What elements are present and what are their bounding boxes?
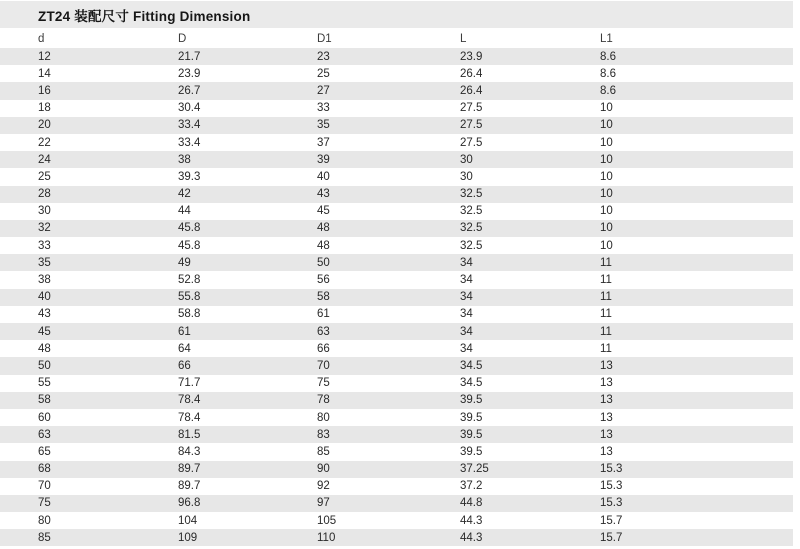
table-row: [0, 151, 793, 168]
table-cell: 10: [600, 119, 613, 132]
table-cell: 32.5: [460, 222, 483, 235]
table-cell: 34: [460, 342, 473, 355]
table-cell: 52.8: [178, 274, 201, 287]
table-row: [0, 82, 793, 99]
table-cell: 8.6: [600, 84, 616, 97]
table-cell: 35: [317, 119, 330, 132]
table-cell: 39.5: [460, 428, 483, 441]
table-cell: 34: [460, 274, 473, 287]
table-cell: 45: [38, 325, 51, 338]
table-row: [0, 203, 793, 220]
table-row: [0, 117, 793, 134]
table-cell: 61: [178, 325, 191, 338]
table-cell: 89.7: [178, 480, 201, 493]
table-cell: 90: [317, 463, 330, 476]
column-header-d: d: [0, 30, 178, 48]
table-cell: 80: [38, 514, 51, 527]
table-cell: 34: [460, 291, 473, 304]
table-cell: 96.8: [178, 497, 201, 510]
table-cell: 40: [38, 291, 51, 304]
table-cell: 109: [178, 531, 198, 544]
table-row: [0, 237, 793, 254]
table-cell: 13: [600, 411, 613, 424]
table-cell: 10: [600, 239, 613, 252]
column-header-D1: D1: [317, 30, 460, 48]
table-cell: 10: [600, 136, 613, 149]
table-cell: 50: [38, 359, 51, 372]
table-cell: 26.7: [178, 84, 201, 97]
table-cell: 89.7: [178, 463, 201, 476]
table-row: [0, 100, 793, 117]
table-cell: 68: [38, 463, 51, 476]
table-cell: 25: [38, 170, 51, 183]
table-cell: 84.3: [178, 445, 201, 458]
table-row: [0, 357, 793, 374]
table-row: [0, 443, 793, 460]
table-cell: 23.9: [178, 67, 201, 80]
table-cell: 10: [600, 188, 613, 201]
table-cell: 37: [317, 136, 330, 149]
table-row: [0, 375, 793, 392]
table-row: [0, 529, 793, 546]
table-cell: 80: [317, 411, 330, 424]
table-cell: 39.5: [460, 411, 483, 424]
table-cell: 28: [38, 188, 51, 201]
table-row: [0, 168, 793, 185]
table-cell: 34.5: [460, 359, 483, 372]
table-cell: 30: [460, 153, 473, 166]
table-cell: 26.4: [460, 67, 483, 80]
table-body: [0, 48, 793, 546]
table-cell: 26.4: [460, 84, 483, 97]
table-cell: 32: [38, 222, 51, 235]
table-cell: 13: [600, 359, 613, 372]
table-cell: 10: [600, 205, 613, 218]
table-cell: 32.5: [460, 205, 483, 218]
table-cell: 27.5: [460, 136, 483, 149]
table-cell: 12: [38, 50, 51, 63]
table-row: [0, 271, 793, 288]
table-cell: 58.8: [178, 308, 201, 321]
table-cell: 34: [460, 325, 473, 338]
table-cell: 39: [317, 153, 330, 166]
table-cell: 8.6: [600, 67, 616, 80]
table-row: [0, 478, 793, 495]
table-cell: 35: [38, 256, 51, 269]
table-cell: 83: [317, 428, 330, 441]
table-cell: 32.5: [460, 239, 483, 252]
table-cell: 27.5: [460, 102, 483, 115]
table-cell: 85: [317, 445, 330, 458]
column-header-L: L: [460, 30, 600, 48]
table-cell: 105: [317, 514, 337, 527]
table-row: [0, 495, 793, 512]
table-row: [0, 306, 793, 323]
table-cell: 81.5: [178, 428, 201, 441]
table-cell: 70: [38, 480, 51, 493]
table-cell: 15.3: [600, 463, 623, 476]
table-cell: 11: [600, 291, 612, 304]
table-row: [0, 48, 793, 65]
table-row: [0, 65, 793, 82]
table-cell: 34: [460, 308, 473, 321]
table-cell: 55: [38, 377, 51, 390]
table-row: [0, 409, 793, 426]
table-cell: 33: [38, 239, 51, 252]
table-cell: 45: [317, 205, 330, 218]
table-cell: 11: [600, 325, 612, 338]
table-row: [0, 289, 793, 306]
table-row: [0, 392, 793, 409]
table-cell: 15.7: [600, 531, 623, 544]
table-cell: 58: [317, 291, 330, 304]
table-cell: 61: [317, 308, 330, 321]
table-cell: 65: [38, 445, 51, 458]
table-cell: 30: [38, 205, 51, 218]
table-cell: 11: [600, 256, 612, 269]
table-cell: 49: [178, 256, 191, 269]
table-cell: 39.5: [460, 445, 483, 458]
table-cell: 63: [38, 428, 51, 441]
table-cell: 33.4: [178, 119, 201, 132]
table-row: [0, 461, 793, 478]
table-cell: 10: [600, 222, 613, 235]
table-cell: 13: [600, 377, 613, 390]
table-cell: 48: [317, 239, 330, 252]
column-header-D: D: [178, 30, 317, 48]
table-cell: 42: [178, 188, 191, 201]
table-cell: 40: [317, 170, 330, 183]
table-cell: 78: [317, 394, 330, 407]
table-row: [0, 134, 793, 151]
table-cell: 32.5: [460, 188, 483, 201]
table-cell: 25: [317, 67, 330, 80]
table-cell: 75: [38, 497, 51, 510]
table-cell: 55.8: [178, 291, 201, 304]
fitting-dimension-table: [0, 30, 793, 546]
table-cell: 11: [600, 342, 612, 355]
table-cell: 39.5: [460, 394, 483, 407]
table-cell: 45.8: [178, 239, 201, 252]
table-cell: 15.3: [600, 497, 623, 510]
table-cell: 37.25: [460, 463, 489, 476]
table-cell: 13: [600, 428, 613, 441]
table-cell: 11: [600, 308, 612, 321]
table-cell: 60: [38, 411, 51, 424]
table-cell: 30.4: [178, 102, 201, 115]
table-cell: 15.3: [600, 480, 623, 493]
table-cell: 48: [317, 222, 330, 235]
table-cell: 10: [600, 102, 613, 115]
table-cell: 18: [38, 102, 51, 115]
table-cell: 33: [317, 102, 330, 115]
table-cell: 66: [178, 359, 191, 372]
table-cell: 110: [317, 531, 336, 544]
table-cell: 70: [317, 359, 330, 372]
table-cell: 38: [178, 153, 191, 166]
table-cell: 11: [600, 274, 612, 287]
table-cell: 13: [600, 394, 613, 407]
table-cell: 44: [178, 205, 191, 218]
table-row: [0, 426, 793, 443]
column-header-L1: L1: [600, 30, 793, 48]
table-cell: 38: [38, 274, 51, 287]
table-cell: 37.2: [460, 480, 483, 493]
table-cell: 71.7: [178, 377, 201, 390]
table-row: [0, 186, 793, 203]
table-cell: 10: [600, 170, 613, 183]
table-cell: 104: [178, 514, 198, 527]
table-cell: 66: [317, 342, 330, 355]
table-cell: 22: [38, 136, 51, 149]
table-cell: 97: [317, 497, 330, 510]
table-cell: 43: [38, 308, 51, 321]
table-row: [0, 323, 793, 340]
table-cell: 16: [38, 84, 51, 97]
table-cell: 20: [38, 119, 51, 132]
table-cell: 13: [600, 445, 613, 458]
table-cell: 44.3: [460, 514, 483, 527]
table-cell: 63: [317, 325, 330, 338]
table-cell: 85: [38, 531, 51, 544]
table-row: [0, 340, 793, 357]
table-cell: 64: [178, 342, 191, 355]
table-cell: 92: [317, 480, 330, 493]
table-cell: 50: [317, 256, 330, 269]
table-cell: 45.8: [178, 222, 201, 235]
table-cell: 34: [460, 256, 473, 269]
table-cell: 78.4: [178, 411, 201, 424]
table-header: [0, 30, 793, 48]
title-band: [0, 1, 793, 28]
table-row: [0, 220, 793, 237]
table-cell: 75: [317, 377, 330, 390]
table-cell: 44.8: [460, 497, 483, 510]
table-cell: 21.7: [178, 50, 201, 63]
table-cell: 48: [38, 342, 51, 355]
table-cell: 8.6: [600, 50, 616, 63]
table-cell: 24: [38, 153, 51, 166]
table-cell: 27.5: [460, 119, 483, 132]
table-header-row: [0, 30, 793, 48]
table-cell: 56: [317, 274, 330, 287]
table-cell: 30: [460, 170, 473, 183]
table-cell: 27: [317, 84, 330, 97]
table-cell: 34.5: [460, 377, 483, 390]
table-row: [0, 254, 793, 271]
table-cell: 39.3: [178, 170, 201, 183]
table-row: [0, 512, 793, 529]
table-cell: 43: [317, 188, 330, 201]
table-cell: 14: [38, 67, 51, 80]
page-title: ZT24 装配尺寸 Fitting Dimension: [38, 8, 251, 24]
table-cell: 10: [600, 153, 613, 166]
table-cell: 33.4: [178, 136, 201, 149]
table-cell: 15.7: [600, 514, 623, 527]
table-cell: 23.9: [460, 50, 483, 63]
table-cell: 44.3: [460, 531, 483, 544]
table-cell: 23: [317, 50, 330, 63]
table-cell: 58: [38, 394, 51, 407]
table-cell: 78.4: [178, 394, 201, 407]
